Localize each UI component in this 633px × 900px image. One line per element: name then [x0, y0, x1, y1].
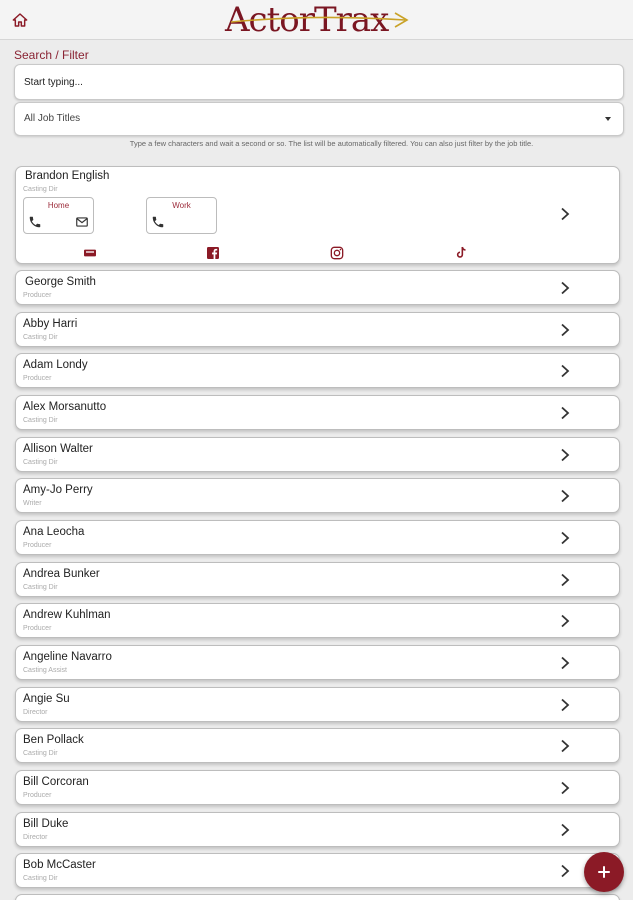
- mail-icon[interactable]: [75, 215, 89, 229]
- contact-card[interactable]: [15, 270, 620, 305]
- chevron-right-icon[interactable]: [559, 656, 571, 670]
- plus-icon: [597, 865, 611, 879]
- contact-name: Alex Morsanutto: [23, 401, 107, 413]
- contact-title: Writer: [23, 500, 42, 507]
- contact-name: Allison Walter: [23, 443, 93, 455]
- contact-title: Director: [23, 834, 48, 841]
- contact-name: Bill Corcoran: [23, 776, 89, 788]
- app-logo: [225, 0, 415, 40]
- contact-card[interactable]: [15, 770, 620, 805]
- contact-name: Bob McCaster: [23, 859, 96, 871]
- chevron-right-icon[interactable]: [559, 323, 571, 337]
- contact-card[interactable]: [15, 687, 620, 722]
- chevron-right-icon[interactable]: [559, 823, 571, 837]
- contact-title: Producer: [23, 375, 52, 382]
- contact-card[interactable]: [15, 645, 620, 680]
- contact-title: Director: [23, 709, 48, 716]
- home-icon[interactable]: [10, 10, 30, 30]
- chevron-right-icon[interactable]: [559, 614, 571, 628]
- contact-title: Casting Dir: [23, 186, 58, 193]
- home-label: Home: [47, 201, 70, 210]
- contact-title: Casting Dir: [23, 459, 58, 466]
- contact-title: Casting Dir: [23, 750, 58, 757]
- contact-name: Adam Londy: [23, 359, 88, 371]
- contact-card[interactable]: [15, 853, 620, 888]
- contact-name: Amy-Jo Perry: [23, 484, 93, 496]
- contact-card[interactable]: [15, 603, 620, 638]
- contact-name: George Smith: [25, 276, 96, 288]
- contact-card-expanded[interactable]: [15, 166, 620, 264]
- contact-name: Abby Harri: [23, 318, 78, 330]
- chevron-right-icon[interactable]: [559, 364, 571, 378]
- contact-title: Producer: [23, 625, 52, 632]
- contact-card[interactable]: [15, 812, 620, 847]
- contact-title: Producer: [23, 292, 52, 299]
- contact-card[interactable]: [15, 437, 620, 472]
- chevron-right-icon[interactable]: [559, 573, 571, 587]
- chevron-right-icon[interactable]: [559, 406, 571, 420]
- home-contact-box: [23, 197, 94, 234]
- contact-card[interactable]: [15, 562, 620, 597]
- contact-title: Casting Dir: [23, 334, 58, 341]
- contact-title: Casting Dir: [23, 584, 58, 591]
- tiktok-icon[interactable]: [453, 245, 469, 261]
- contact-card[interactable]: [15, 478, 620, 513]
- contact-name: Ben Pollack: [23, 734, 84, 746]
- contact-title: Casting Dir: [23, 875, 58, 882]
- chevron-right-icon[interactable]: [559, 781, 571, 795]
- contact-name: Angie Su: [23, 693, 70, 705]
- contact-title: Producer: [23, 792, 52, 799]
- work-contact-box: [146, 197, 217, 234]
- chevron-right-icon[interactable]: [559, 698, 571, 712]
- top-bar: [0, 0, 633, 40]
- contact-card[interactable]: [15, 353, 620, 388]
- chevron-right-icon[interactable]: [559, 448, 571, 462]
- search-field[interactable]: [14, 64, 624, 100]
- chevron-right-icon[interactable]: [559, 489, 571, 503]
- work-label: Work: [172, 201, 191, 210]
- contact-name: Bill Duke: [23, 818, 69, 830]
- filter-hint: Type a few characters and wait a second or so. The list will be automatically filtered. You can also just filter by the job title.: [129, 139, 534, 148]
- facebook-icon[interactable]: [205, 245, 221, 261]
- search-filter-label: Search / Filter: [14, 48, 89, 62]
- phone-icon[interactable]: [151, 215, 165, 229]
- add-contact-button[interactable]: [584, 852, 624, 892]
- logo-swoosh: [225, 0, 415, 40]
- contact-card[interactable]: [15, 312, 620, 347]
- instagram-icon[interactable]: [329, 245, 345, 261]
- contact-name: Andrew Kuhlman: [23, 609, 111, 621]
- imdb-icon[interactable]: [82, 245, 98, 261]
- chevron-right-icon[interactable]: [559, 531, 571, 545]
- chevron-right-icon[interactable]: [559, 281, 571, 295]
- contact-card[interactable]: [15, 395, 620, 430]
- contact-name: Ana Leocha: [23, 526, 85, 538]
- contact-name: Brandon English: [25, 170, 110, 182]
- chevron-right-icon[interactable]: [559, 739, 571, 753]
- contact-card[interactable]: [15, 520, 620, 555]
- job-title-select[interactable]: [14, 102, 624, 136]
- chevron-right-icon[interactable]: [559, 864, 571, 878]
- contact-name: Andrea Bunker: [23, 568, 100, 580]
- contact-name: Angeline Navarro: [23, 651, 112, 663]
- job-title-select-value: All Job Titles: [24, 113, 81, 124]
- contact-title: Producer: [23, 542, 52, 549]
- search-input[interactable]: [15, 65, 623, 99]
- contact-title: Casting Assist: [23, 667, 67, 674]
- contact-card-partial[interactable]: [15, 894, 620, 900]
- caret-down-icon: [605, 117, 611, 121]
- contact-card[interactable]: [15, 728, 620, 763]
- contact-title: Casting Dir: [23, 417, 58, 424]
- chevron-right-icon[interactable]: [559, 207, 571, 221]
- logo-text: ActorTrax: [225, 0, 389, 40]
- phone-icon[interactable]: [28, 215, 42, 229]
